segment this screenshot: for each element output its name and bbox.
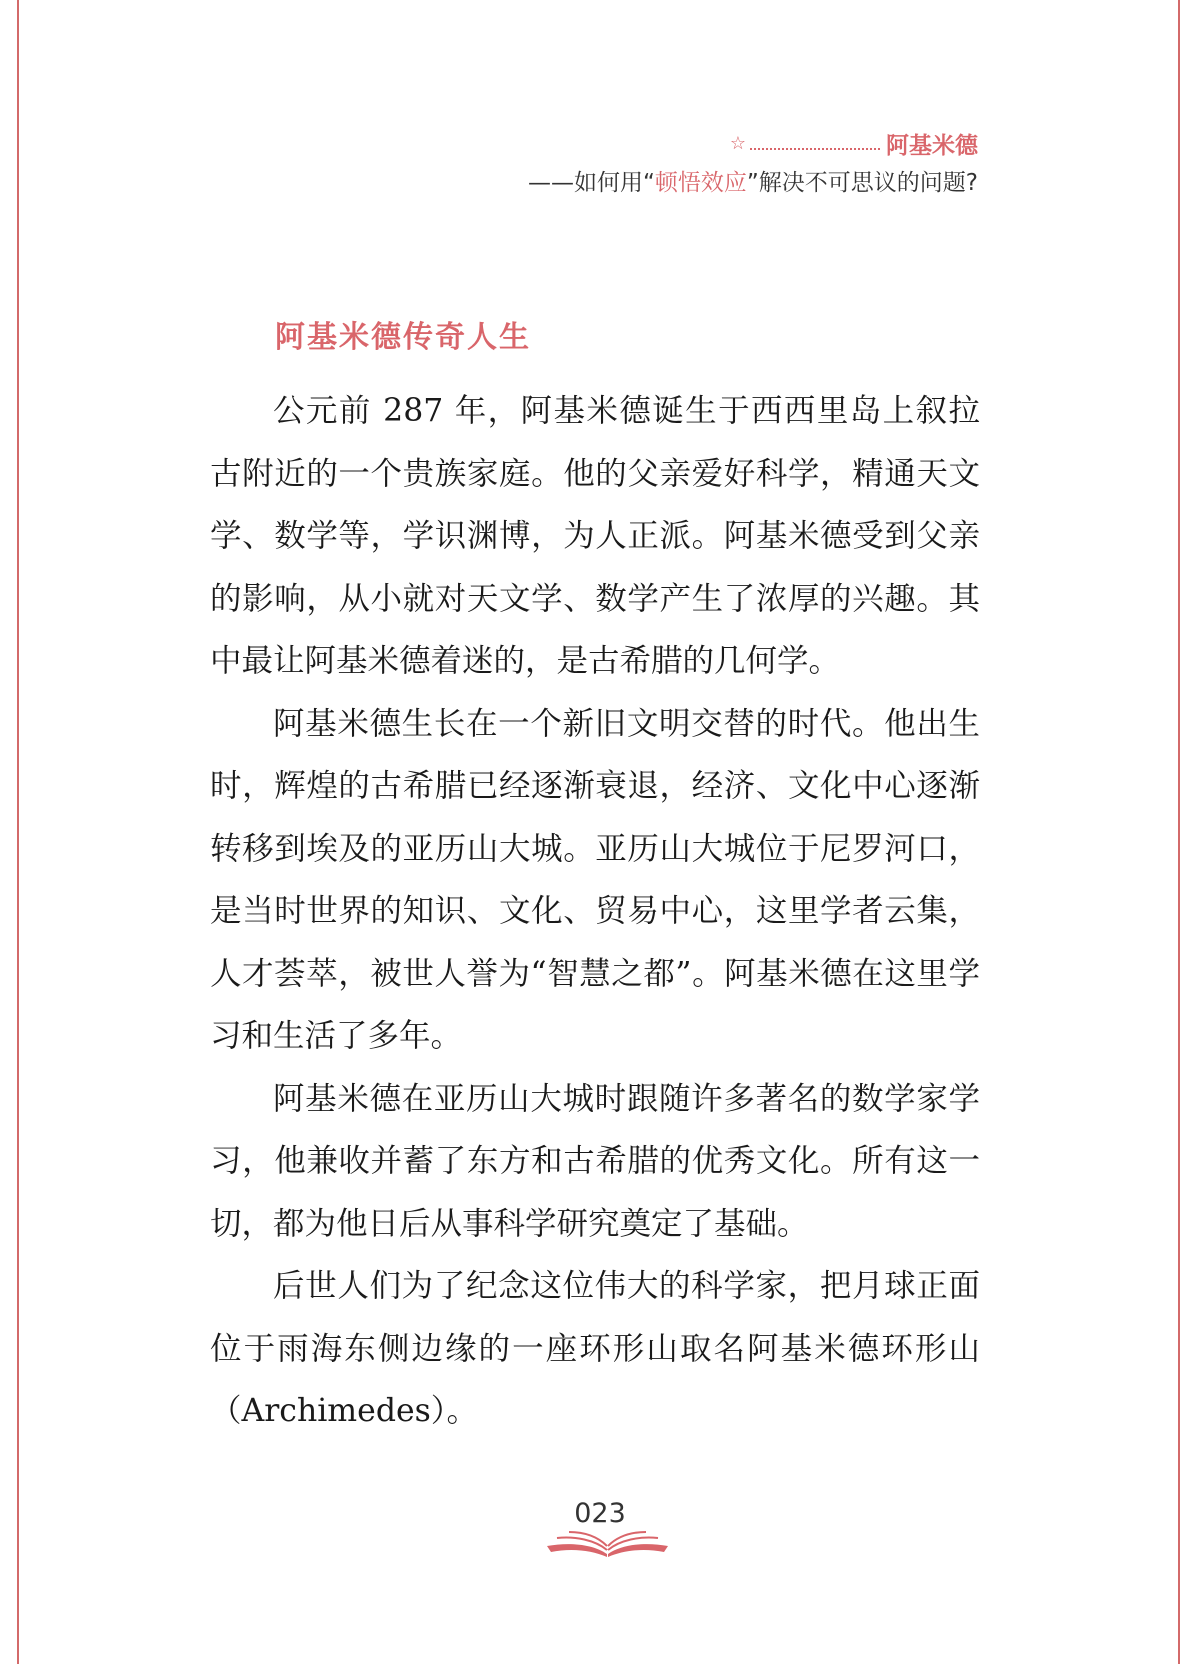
subtitle-suffix: ”解决不可思议的问题? [746, 170, 978, 196]
chapter-name: 阿基米德 [886, 132, 978, 159]
subtitle-highlight: 顿悟效应 [654, 170, 747, 196]
running-head-subtitle [528, 164, 978, 197]
paragraph-4: 后世人们为了纪念这位伟大的科学家，把月球正面位于雨海东侧边缘的一座环形山取名阿基米德环形山（Archimedes）。 [210, 1268, 980, 1429]
running-head [528, 126, 978, 197]
dotted-leader [750, 136, 880, 150]
paragraph-3: 阿基米德在亚历山大城时跟随许多著名的数学家学习，他兼收并蓄了东方和古希腊的优秀文化。所有这一切，都为他日后从事科学研究奠定了基础。 [210, 1080, 980, 1242]
paragraph-2: 阿基米德生长在一个新旧文明交替的时代。他出生时，辉煌的古希腊已经逐渐衰退，经济、文化中心逐渐转移到埃及的亚历山大城。亚历山大城位于尼罗河口，是当时世界的知识、文化、贸易中心，这里学者云集，人才荟萃，被世人誉为“智慧之都”。阿基米德在这里学习和生活了多年。 [210, 705, 980, 1054]
page-number: 023 [574, 1498, 626, 1529]
page-frame-right-border [1178, 0, 1180, 1664]
star-icon: ☆ [729, 132, 746, 154]
paragraph-1: 公元前 287 年，阿基米德诞生于西西里岛上叙拉古附近的一个贵族家庭。他的父亲爱好科学，精通天文学、数学等，学识渊博，为人正派。阿基米德受到父亲的影响，从小就对天文学、数学产生了浓厚的兴趣。其中最让阿基米德着迷的，是古希腊的几何学。 [210, 393, 980, 679]
running-head-chapter [528, 126, 978, 160]
body-text [210, 380, 980, 1443]
subtitle-prefix: ——如何用“ [527, 170, 655, 196]
page-frame-left-border [17, 0, 19, 1664]
open-book-icon [545, 1530, 670, 1558]
section-title: 阿基米德传奇人生 [275, 320, 531, 355]
